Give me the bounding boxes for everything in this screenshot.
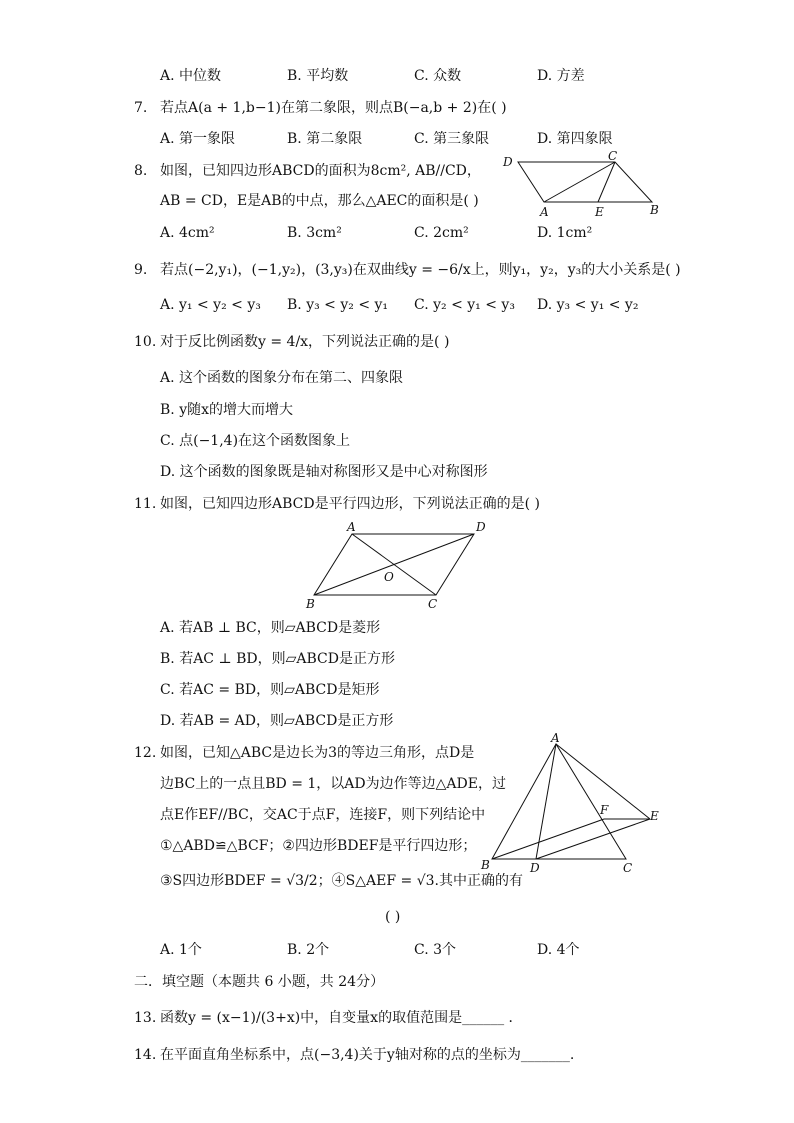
q9-number: 9. bbox=[134, 262, 148, 278]
q14-number: 14. bbox=[134, 1047, 157, 1063]
q7-stem: 若点A(a + 1,b−1)在第二象限，则点B(−a,b + 2)在( ) bbox=[160, 100, 507, 116]
q12-label-e: E bbox=[650, 809, 659, 823]
q8-option-a: A. 4cm² bbox=[160, 225, 215, 241]
q8-figure bbox=[500, 150, 670, 220]
q12-option-c: C. 3个 bbox=[414, 942, 457, 958]
q7-number: 7. bbox=[134, 100, 148, 116]
q7-option-a: A. 第一象限 bbox=[160, 131, 236, 147]
q10-option-c: C. 点(−1,4)在这个函数图象上 bbox=[160, 433, 351, 449]
q11-label-b: B bbox=[306, 597, 315, 611]
q12-label-d: D bbox=[530, 861, 540, 875]
q12-label-f: F bbox=[600, 803, 609, 817]
q14-stem: 在平面直角坐标系中，点(−3,4)关于y轴对称的点的坐标为_______. bbox=[160, 1047, 575, 1063]
q12-number: 12. bbox=[134, 745, 157, 761]
q13-stem: 函数y = (x−1)/(3+x)中，自变量x的取值范围是______ ． bbox=[160, 1010, 523, 1026]
q8-label-a: A bbox=[540, 205, 549, 219]
q10-option-b: B. y随x的增大而增大 bbox=[160, 402, 293, 418]
q9-option-c: C. y₂ < y₁ < y₃ bbox=[414, 297, 515, 313]
q11-option-d: D. 若AB = AD，则▱ABCD是正方形 bbox=[160, 713, 394, 729]
q8-label-c: C bbox=[608, 149, 618, 163]
q8-number: 8. bbox=[134, 163, 148, 179]
q11-option-a: A. 若AB ⊥ BC，则▱ABCD是菱形 bbox=[160, 620, 381, 636]
q12-label-b: B bbox=[481, 858, 490, 872]
q8-label-d: D bbox=[503, 155, 513, 169]
section-2-title: 二．填空题（本题共 6 小题，共 24分） bbox=[134, 974, 385, 990]
q11-label-d: D bbox=[476, 520, 486, 534]
q11-label-a: A bbox=[347, 520, 356, 534]
q12-label-c: C bbox=[623, 861, 633, 875]
q8-line-1: 如图，已知四边形ABCD的面积为8cm², AB//CD， bbox=[160, 163, 481, 179]
q12-line-2: 边BC上的一点且BD = 1，以AD为边作等边△ADE，过 bbox=[160, 776, 506, 792]
q12-line-4: ①△ABD≌△BCF；②四边形BDEF是平行四边形； bbox=[160, 838, 477, 854]
q12-option-a: A. 1个 bbox=[160, 942, 202, 958]
q11-option-b: B. 若AC ⊥ BD，则▱ABCD是正方形 bbox=[160, 651, 395, 667]
q12-label-a: A bbox=[551, 731, 560, 745]
q10-number: 10. bbox=[134, 334, 157, 350]
q11-label-c: C bbox=[428, 597, 438, 611]
q12-option-b: B. 2个 bbox=[287, 942, 330, 958]
q11-number: 11. bbox=[134, 496, 157, 512]
q6-option-c: C. 众数 bbox=[414, 68, 462, 84]
q8-label-e: E bbox=[595, 205, 604, 219]
q12-figure bbox=[478, 731, 678, 875]
q11-label-o: O bbox=[384, 570, 394, 584]
q9-option-d: D. y₃ < y₁ < y₂ bbox=[537, 297, 639, 313]
q10-option-a: A. 这个函数的图象分布在第二、四象限 bbox=[160, 370, 404, 386]
q9-stem: 若点(−2,y₁)，(−1,y₂)，(3,y₃)在双曲线y = −6/x上，则y₁，y₂，y₃的大小关系是( ) bbox=[160, 262, 681, 278]
q8-option-c: C. 2cm² bbox=[414, 225, 469, 241]
q12-option-d: D. 4个 bbox=[537, 942, 580, 958]
q7-option-c: C. 第三象限 bbox=[414, 131, 490, 147]
q12-line-1: 如图，已知△ABC是边长为3的等边三角形，点D是 bbox=[160, 745, 475, 761]
q13-number: 13. bbox=[134, 1010, 157, 1026]
q8-option-b: B. 3cm² bbox=[287, 225, 342, 241]
q6-option-d: D. 方差 bbox=[537, 68, 585, 84]
q11-figure bbox=[300, 518, 500, 611]
q6-option-a: A. 中位数 bbox=[160, 68, 222, 84]
q10-stem: 对于反比例函数y = 4/x，下列说法正确的是( ) bbox=[160, 334, 450, 350]
q8-line-2: AB = CD，E是AB的中点，那么△AEC的面积是( ) bbox=[160, 193, 479, 209]
q8-option-d: D. 1cm² bbox=[537, 225, 593, 241]
q12-line-5: ③S四边形BDEF = √3/2；④S△AEF = √3.其中正确的有 bbox=[160, 873, 523, 889]
q11-stem: 如图，已知四边形ABCD是平行四边形，下列说法正确的是( ) bbox=[160, 496, 540, 512]
q12-line-6: ( ) bbox=[385, 909, 401, 925]
q11-option-c: C. 若AC = BD，则▱ABCD是矩形 bbox=[160, 682, 380, 698]
q7-option-d: D. 第四象限 bbox=[537, 131, 613, 147]
q9-option-a: A. y₁ < y₂ < y₃ bbox=[160, 297, 261, 313]
q7-option-b: B. 第二象限 bbox=[287, 131, 363, 147]
q10-option-d: D. 这个函数的图象既是轴对称图形又是中心对称图形 bbox=[160, 464, 488, 480]
q12-line-3: 点E作EF//BC，交AC于点F，连接F，则下列结论中 bbox=[160, 807, 486, 823]
q9-option-b: B. y₃ < y₂ < y₁ bbox=[287, 297, 389, 313]
q6-option-b: B. 平均数 bbox=[287, 68, 349, 84]
q8-label-b: B bbox=[650, 203, 659, 217]
